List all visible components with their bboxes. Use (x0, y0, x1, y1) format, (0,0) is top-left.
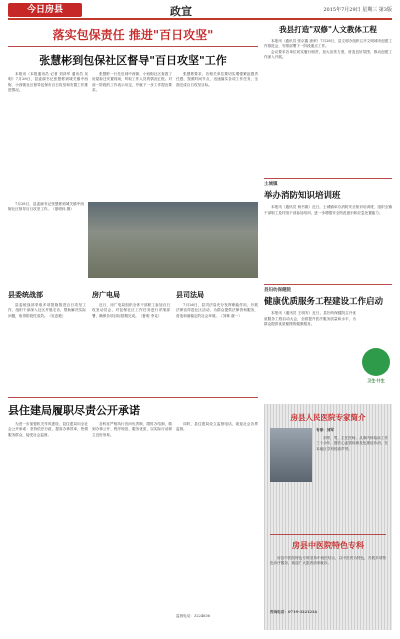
lead-body-col1 (8, 72, 88, 197)
column-body: 近日，房广电局组织全体干部职工参加百日攻坚动员会，对包保社区工作任务进行详细部署，确保各项目标按期完成。（夏明 李克） (92, 303, 170, 318)
health-logo (362, 348, 390, 376)
section-divider (8, 397, 258, 398)
column-title: 房广电局 (92, 291, 120, 299)
right-article-2 (264, 182, 392, 282)
lead-main-title: 张慧彬到包保社区督导"百日攻坚"工作 (39, 54, 227, 67)
ad2-body: 房县中医院特色专科坚持中西医结合，以中医药为特色，开展多项特色诊疗服务，欢迎广大患者前来就诊。 (270, 556, 386, 566)
lead-title-divider (8, 46, 258, 47)
issue-date: 2015年7月29日 星期三 第3版 (323, 7, 392, 13)
column-title: 县委统战部 (8, 291, 43, 299)
header-rule (8, 18, 392, 20)
right1-body: 本报讯（通讯员 张京鑫 唐荣）7月28日，县文明办组织召开文明城市创建工作推进会，安排部署下一阶段重点工作。 会议要求各单位切实履行职责，加大宣传力度，营造良好氛围，推动创建工作深入开展。 (264, 39, 392, 59)
column-body: 县委统战部采取多项措施推进百日攻坚工作，组织干部深入社区开展走访，帮助解决实际问题，取得阶段性成效。（吴忠艳） (8, 303, 86, 318)
lead-photo (88, 202, 258, 278)
doctor-photo (270, 428, 312, 482)
paper-logo: 今日房县 (8, 3, 82, 17)
ad-divider (270, 534, 386, 535)
right-divider (264, 284, 392, 285)
ad-title: 房县人民医院专家简介 (290, 413, 366, 422)
column-united-front (8, 290, 86, 390)
right-article-3 (264, 288, 392, 398)
right1-title: 我县打造"双修"人文教体工程 (279, 25, 377, 34)
lead-paragraph: 张慧彬要求，各相关单位要切实增强紧迫感责任感，按照时间节点，迅速落实各项工作任务，全面完成百日攻坚目标。 (176, 72, 258, 87)
second-body-col3: 同时，县住建局设立监督电话，欢迎社会各界监督。 (176, 422, 258, 432)
column-justice (176, 290, 258, 390)
ad2-phone: 咨询电话：0719-3221234 (270, 610, 317, 614)
right2-title: 举办消防知识培训班 (264, 191, 341, 202)
doctor-label: 专家：刘军 (316, 428, 334, 432)
second-body-col1: 为进一步加强机关作风建设，县住建局向全社会公开承诺：坚持依法行政，提高办事效率，热情服务群众，接受社会监督。 (8, 422, 88, 437)
right3-label: 县妇幼保健院 (264, 288, 291, 293)
second-title: 县住建局履职尽责公开承诺 (8, 404, 140, 417)
right3-body: 本报讯（通讯员 王明安）近日，县妇幼保健院召开优质服务工程启动大会，全面提升医疗服务质量和水平，为群众提供优质便捷的健康服务。 (264, 311, 356, 326)
lead-article (8, 22, 258, 282)
lead-body-col2 (92, 72, 172, 197)
right-divider (264, 178, 392, 179)
lead-body-col3 (176, 72, 258, 197)
right2-body: 本报讯（通讯员 杨书雄）近日，土城镇举办消防安全知识培训班，组织全镇干部职工及村组干部参加培训，进一步增强安全防范意识和应急处置能力。 (264, 205, 392, 215)
column-title: 县司法局 (176, 291, 204, 299)
right2-label: 土城镇 (264, 182, 278, 187)
supervision-phone: 监督电话：3224836 (176, 614, 210, 618)
ad2-title: 房县中医院特色专科 (292, 541, 364, 550)
photo-caption: 7月28日，县委副书记张慧彬到城关镇中西街社区督导百日攻坚工作。（夏明伟 摄） (8, 202, 84, 212)
lead-paragraph: 本报讯（本报通讯员 记者 刘泽军 通讯员 吴明）7月28日，县委副书记张慧彬到城关镇中西街、小西街社区督导包保市百日攻坚和安置工作推进情况。 (8, 72, 88, 92)
right3-title: 健康优质服务工程建设工作启动 (264, 297, 384, 308)
lead-photo-caption (8, 202, 84, 277)
doctor-bio: 刘军，男，主任医师，从事内科临床工作三十余年，擅长心血管疾病及危重症诊治，在本地区享有较高声誉。 (316, 436, 388, 451)
column-broadcast (92, 290, 170, 390)
right-article-1 (264, 24, 392, 174)
second-article (8, 402, 258, 630)
health-logo-text: 卫生·计生 (367, 378, 385, 383)
lead-red-title: 落实包保责任 推进"百日攻坚" (52, 28, 214, 42)
advertisement (264, 404, 392, 630)
column-body: 7月26日，县司法局充分发挥职能作用，开展法律宣传进社区活动，为群众提供法律咨询服务，营造和谐稳定的社会环境。（刘林 谢一） (176, 303, 258, 318)
second-body-col2: 各科室严格执行首问负责制、限时办结制，做到办事公开、程序规范、服务优质，以实际行动树立良好形象。 (92, 422, 172, 437)
section-name: 政宣 (170, 5, 192, 18)
lead-paragraph: 张慧彬一行先后到中西街、小西街社区查看了房屋拆迁安置现场，听取工作人员的情况汇报。对前一阶段的工作表示肯定，并就下一步工作提出要求。 (92, 72, 172, 92)
masthead (0, 0, 400, 20)
